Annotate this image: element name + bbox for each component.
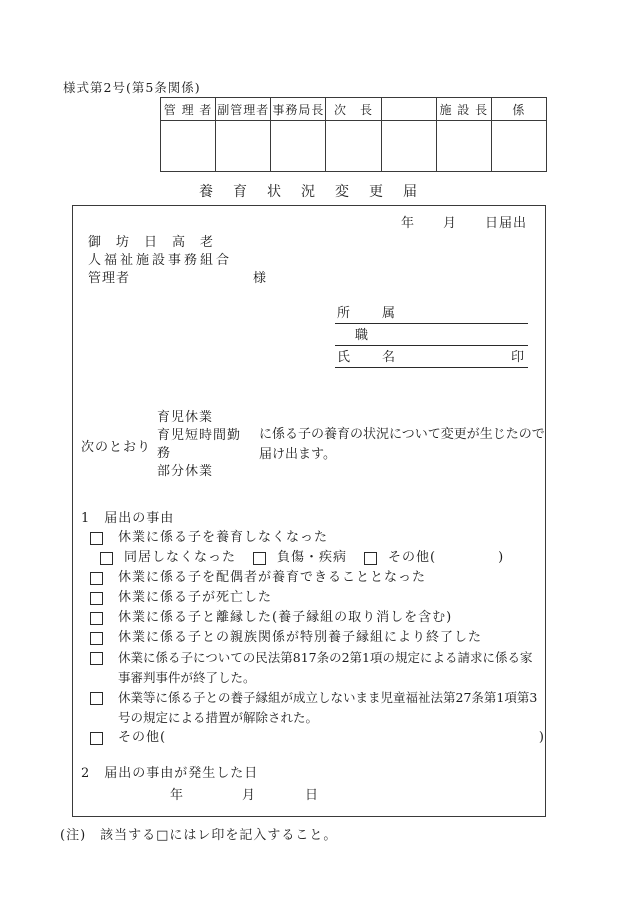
year-label: 年 [170,788,184,803]
reason-item-other [90,728,545,748]
position-field[interactable] [335,324,528,346]
position-label: 職 [355,328,371,343]
addressee-line-3 [88,270,267,288]
option-partial-leave: 部分休業 [157,464,214,479]
sub-reason-other-close-paren: ) [498,550,505,565]
section1-heading: 1 届出の事由 [81,511,175,526]
page-title: 養 育 状 況 変 更 届 [199,184,420,200]
form-number-label: 様式第2号(第5条関係) [63,80,201,95]
affiliation-field[interactable] [335,302,528,324]
approval-header-staff: 係 [491,98,546,121]
approval-stamp-row [161,121,547,172]
approval-header-secretary-general: 事務局長 [271,98,326,121]
approval-header-row [161,98,547,121]
reason-item-label: 休業に係る子を養育しなくなった [118,530,329,545]
intro-prefix: 次のとおり [81,439,152,455]
month-label: 月 [242,788,256,803]
checkbox[interactable] [90,592,103,605]
reason-item [90,528,545,548]
approval-stamp-cell[interactable] [271,121,326,172]
reason-item [90,628,545,648]
reason-other-close-paren: ) [538,730,545,745]
checkbox[interactable] [90,532,103,545]
reason-item-label: 休業に係る子と離縁した(養子縁組の取り消しを含む) [118,610,453,625]
checkbox[interactable] [364,552,377,565]
checkbox[interactable] [90,732,103,745]
name-field[interactable] [335,346,528,368]
approval-header-blank [381,98,436,121]
addressee-honorific: 様 [253,271,268,286]
checkbox[interactable] [90,692,103,705]
footnote: (注) 該当する□にはレ印を記入すること。 [60,828,338,843]
approval-header-facility-chief: 施 設 長 [436,98,491,121]
affiliation-label: 所 属 [337,306,398,321]
reason-item-label: 休業等に係る子との養子縁組が成立しないまま児童福祉法第27条第1項第3号の規定による措置が解除された。 [118,690,538,725]
reason-item-label: 休業に係る子が死亡した [118,590,273,605]
approval-stamp-cell[interactable] [216,121,271,172]
reason-item [90,568,545,588]
reason-checkbox-list [90,528,545,748]
seal-label: 印 [510,350,526,365]
reason-item-label: 休業に係る子との親族関係が特別養子縁組により終了した [118,630,483,645]
intro-statement-row [81,409,547,481]
sub-reason-label: 同居しなくなった [124,550,237,565]
reason-item-label: 休業に係る子を配偶者が養育できることとなった [118,570,427,585]
reason-sub-items [90,548,545,568]
reason-item [90,588,545,608]
occurrence-date-field[interactable] [73,784,545,804]
checkbox[interactable] [100,552,113,565]
approval-header-deputy-manager: 副管理者 [216,98,271,121]
submission-date-line[interactable]: 年 月 日届出 [400,216,527,231]
approval-header-vice-chief: 次 長 [326,98,381,121]
option-childcare-leave: 育児休業 [157,410,214,425]
intro-statement: に係る子の養育の状況について変更が生じたので届け出ます。 [259,427,545,462]
signature-block [335,302,528,368]
approval-stamp-cell[interactable] [326,121,381,172]
approval-stamp-cell[interactable] [381,121,436,172]
addressee-line-2: 人福祉施設事務組合 [88,253,233,268]
checkbox[interactable] [90,652,103,665]
approval-stamp-cell[interactable] [161,121,216,172]
form-body-box [72,205,546,817]
approval-table [160,97,547,172]
option-shortened-hours: 育児短時間勤務 [157,428,242,461]
checkbox[interactable] [253,552,266,565]
sub-reason-other-label: その他( [388,550,437,565]
reason-item [90,608,545,628]
addressee-manager-label: 管理者 [88,271,131,286]
leave-type-options [157,409,249,481]
addressee-line-1: 御 坊 日 高 老 [88,235,215,250]
section2-heading: 2 届出の事由が発生した日 [81,766,259,781]
checkbox[interactable] [90,632,103,645]
reason-other-label: その他( [118,730,167,745]
name-label: 氏 名 [337,350,398,365]
sub-reason-label: 負傷・疾病 [277,550,348,565]
reason-item [90,648,545,688]
approval-header-manager: 管 理 者 [161,98,216,121]
day-label: 日 [305,788,319,803]
addressee-block [88,234,267,288]
reason-item-label: 休業に係る子についての民法第817条の2第1項の規定による請求に係る家事審判事件が終了した。 [118,650,533,685]
approval-stamp-cell[interactable] [491,121,546,172]
approval-stamp-cell[interactable] [436,121,491,172]
reason-item [90,688,545,728]
checkbox[interactable] [90,572,103,585]
checkbox[interactable] [90,612,103,625]
